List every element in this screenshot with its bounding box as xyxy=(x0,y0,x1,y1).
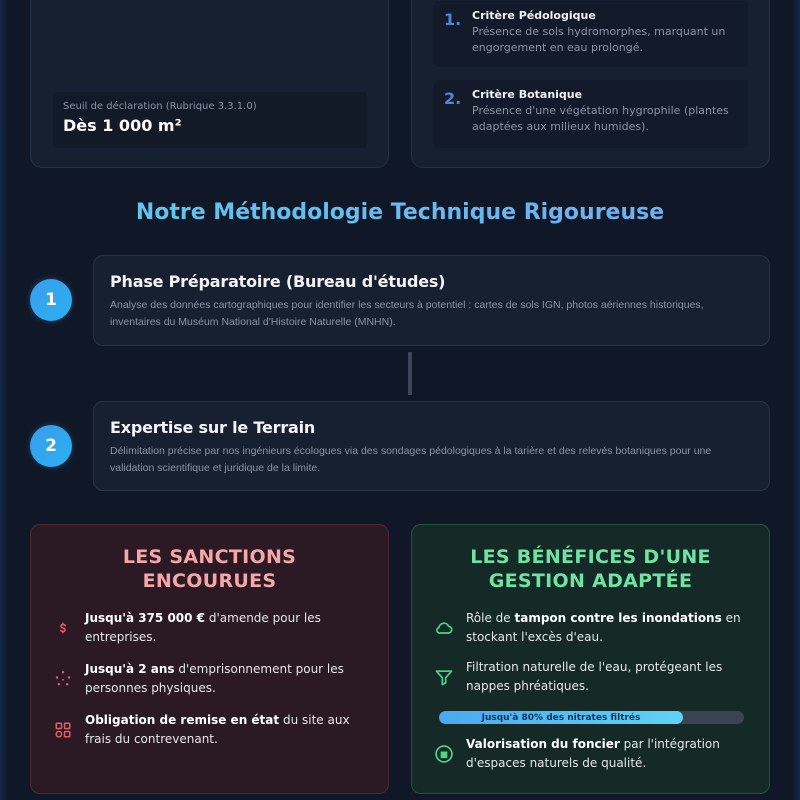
criteria-card xyxy=(411,0,770,168)
sanction-text: Jusqu'à 375 000 € d'amende pour les entreprises. xyxy=(85,611,321,644)
step-title: Phase Préparatoire (Bureau d'études) xyxy=(110,272,446,291)
nitrate-progress-bar xyxy=(439,711,744,724)
criterion-item xyxy=(434,80,748,148)
criterion-desc: Présence de sols hydromorphes, marquant un engorgement en eau prolongé. xyxy=(472,25,726,54)
cloud-icon xyxy=(434,618,454,638)
benefits-title xyxy=(434,545,747,593)
dollar-icon xyxy=(53,618,73,638)
methodology-title: Notre Méthodologie Technique Rigoureuse xyxy=(0,200,800,225)
criterion-item xyxy=(434,1,748,67)
step-number-badge: 1 xyxy=(30,279,72,321)
filter-icon xyxy=(434,667,454,687)
benefit-item xyxy=(434,609,755,647)
sanction-item xyxy=(53,711,374,749)
step-title: Expertise sur le Terrain xyxy=(110,418,316,437)
benefit-item xyxy=(434,658,755,696)
sanction-text: Obligation de remise en état du site aux frais du contrevenant. xyxy=(85,713,350,746)
benefit-text: Rôle de tampon contre les inondations en stockant l'excès d'eau. xyxy=(466,611,741,644)
step-number-badge: 2 xyxy=(30,425,72,467)
benefit-item xyxy=(434,735,755,773)
threshold-box xyxy=(53,92,367,148)
value-icon xyxy=(434,744,454,764)
benefit-text: Valorisation du foncier par l'intégration d'espaces naturels de qualité. xyxy=(466,737,720,770)
criterion-title: Critère Pédologique xyxy=(472,9,596,22)
step-desc: Analyse des données cartographiques pour identifier les secteurs à potentiel : cartes de sols IGN, photos aériennes historiques, inventaires du Muséum National d'Histoire Naturelle (MNHN). xyxy=(110,299,704,328)
loader-icon xyxy=(53,669,73,689)
tools-icon xyxy=(53,720,73,740)
threshold-label: Seuil de déclaration (Rubrique 3.3.1.0) xyxy=(63,101,257,112)
progress-fill: Jusqu'à 80% des nitrates filtrés xyxy=(439,711,683,724)
sanction-item xyxy=(53,660,374,698)
sanction-item xyxy=(53,609,374,647)
sanctions-title-line: LES SANCTIONS xyxy=(122,546,297,568)
sanctions-card xyxy=(30,524,389,794)
step-desc: Délimitation précise par nos ingénieurs écologues via des sondages pédologiques à la tarière et des relevés botaniques pour une validation scientifique et juridique de la limite. xyxy=(110,445,712,474)
regulation-card xyxy=(30,0,389,168)
benefits-card xyxy=(411,524,770,794)
benefits-title-line: LES BÉNÉFICES D'UNE xyxy=(470,546,711,568)
criterion-title: Critère Botanique xyxy=(472,88,583,101)
step-card xyxy=(93,401,770,491)
benefits-title-line: GESTION ADAPTÉE xyxy=(488,570,693,592)
criterion-number: 2. xyxy=(444,89,462,108)
step-connector xyxy=(408,352,412,395)
criterion-number: 1. xyxy=(444,10,462,29)
criterion-desc: Présence d'une végétation hygrophile (plantes adaptées aux milieux humides). xyxy=(472,104,729,133)
sanctions-title xyxy=(53,545,366,593)
benefit-text: Filtration naturelle de l'eau, protégeant les nappes phréatiques. xyxy=(466,660,723,693)
threshold-value: Dès 1 000 m² xyxy=(63,116,182,135)
sanction-text: Jusqu'à 2 ans d'emprisonnement pour les personnes physiques. xyxy=(85,662,344,695)
step-card xyxy=(93,255,770,346)
sanctions-title-line: ENCOURUES xyxy=(142,570,277,592)
